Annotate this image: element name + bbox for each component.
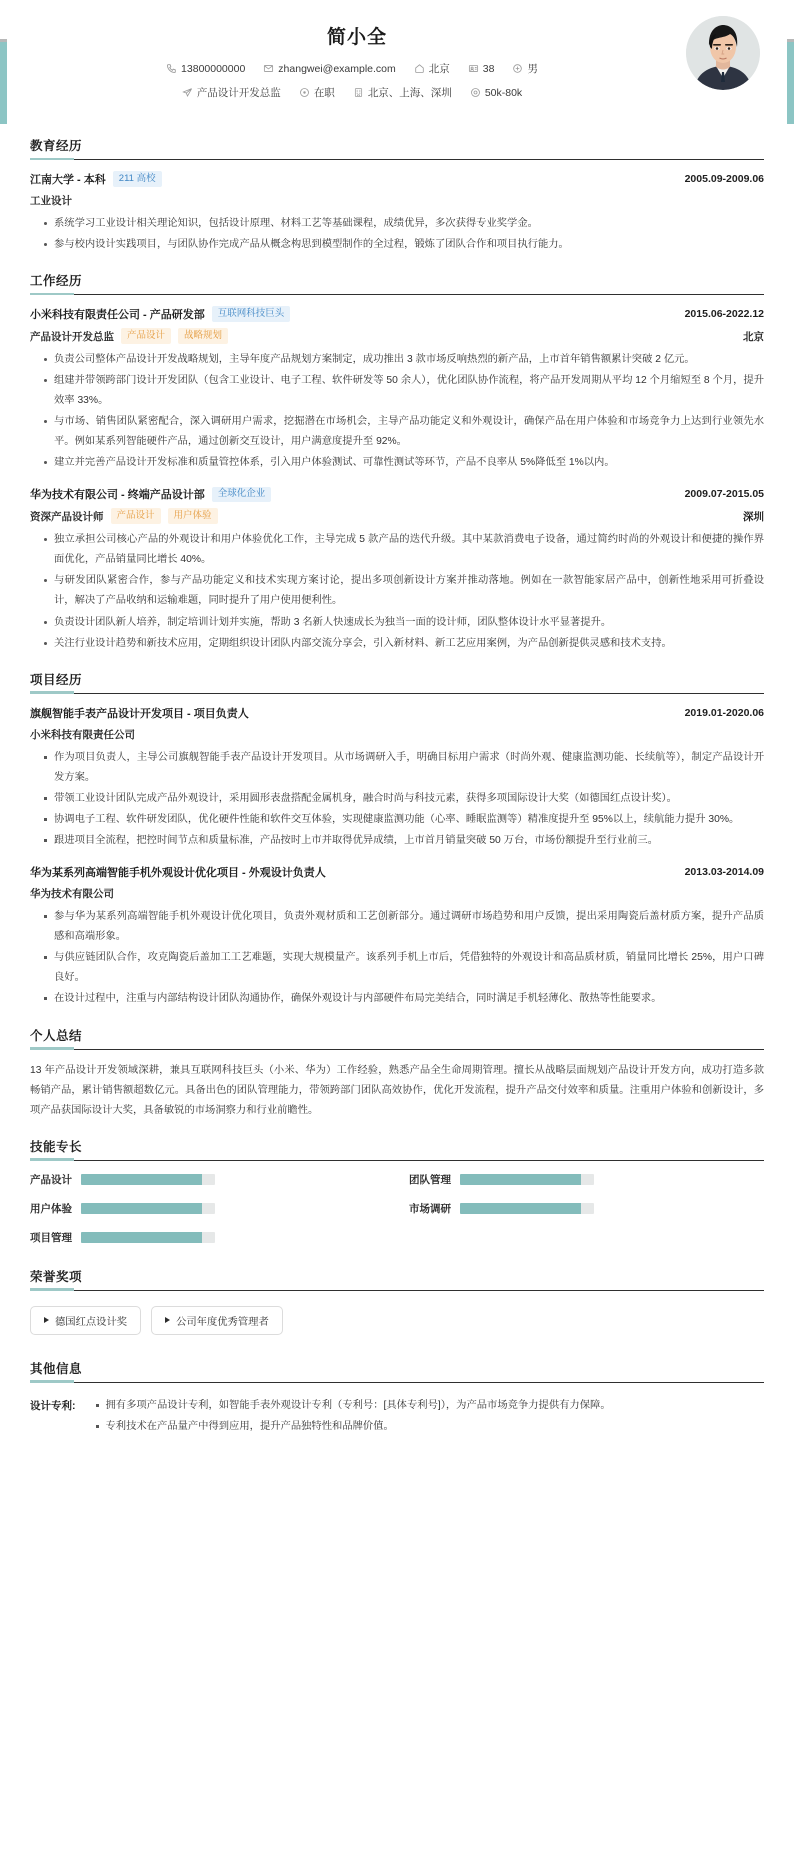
skill-progress-fill [460, 1174, 581, 1185]
entry-title-group [30, 864, 326, 880]
contact-item-building [353, 85, 452, 100]
contact-item-salary [470, 87, 522, 99]
entry-title: 小米科技有限责任公司 - 产品研发部 [30, 309, 205, 322]
entry-title-group [30, 486, 271, 502]
bullet-list [30, 748, 764, 851]
other-info-list [30, 1394, 764, 1438]
contact-text: 男 [527, 63, 538, 75]
work-entry-list [30, 306, 764, 654]
bullet-item: 带领工业设计团队完成产品外观设计，采用圆形表盘搭配金属机身，融合时尚与科技元素，获得多项国际设计大奖（如德国红点设计奖）。 [44, 789, 764, 809]
section-personal-summary [30, 1026, 764, 1121]
bullet-item: 跟进项目全流程，把控时间节点和质量标准，产品按时上市并取得优异成绩，上市首月销量突破 50 万台，市场份额提升至行业前三。 [44, 831, 764, 851]
entry-title-group [30, 705, 249, 721]
skill-row [30, 1172, 385, 1187]
section-header-summary [30, 1026, 764, 1050]
play-triangle-icon [44, 1317, 49, 1323]
skill-row [409, 1201, 764, 1216]
skill-row [30, 1230, 385, 1245]
section-header-education [30, 136, 764, 160]
section-other-info [30, 1359, 764, 1438]
experience-entry [30, 864, 764, 1009]
building-icon [353, 87, 364, 98]
bullet-item: 专利技术在产品量产中得到应用，提升产品独特性和品牌价值。 [96, 1417, 765, 1437]
entry-date: 2005.09-2009.06 [684, 173, 764, 185]
honor-label: 公司年度优秀管理者 [176, 1316, 269, 1328]
bullet-item: 负责设计团队新人培养，制定培训计划并实施，帮助 3 名新人快速成长为独当一面的设计师，团队整体设计水平显著提升。 [44, 613, 764, 633]
contact-text: 50k-80k [484, 86, 523, 99]
section-work-experience [30, 271, 764, 654]
skill-progress-track [81, 1174, 215, 1185]
bullet-list [30, 530, 764, 653]
entry-title-row [30, 486, 764, 502]
entry-title-row [30, 864, 764, 880]
skill-tag: 产品设计 [111, 508, 161, 524]
contact-item-mail [263, 63, 395, 75]
contact-text: 北京 [428, 63, 450, 75]
entry-location: 深圳 [743, 510, 764, 523]
skill-row [409, 1172, 764, 1187]
contact-text: zhangwei@example.com [278, 62, 396, 75]
contact-row-primary [30, 61, 764, 76]
entry-role-row [30, 508, 764, 524]
summary-text: 13 年产品设计开发领域深耕，兼具互联网科技巨头（小米、华为）工作经验，熟悉产品全生命周期管理。擅长从战略层面规划产品设计开发方向，成功打造多款畅销产品，累计销售额超数亿元。具备出色的团队管理能力，带领跨部门团队高效协作，优化开发流程，提升产品交付效率和质量。注重用户体验和创新设计，多项产品获国际设计大奖，具备敏锐的市场洞察力和行业前瞻性。 [30, 1064, 764, 1116]
section-header-honors [30, 1267, 764, 1291]
entry-role: 资深产品设计师 [30, 510, 104, 523]
page-title: 简小全 [326, 27, 387, 48]
play-triangle-icon [165, 1317, 170, 1323]
skill-row [30, 1201, 385, 1216]
education-entry-list [30, 171, 764, 255]
bullet-item: 建立并完善产品设计开发标准和质量管控体系，引入用户体验测试、可靠性测试等环节，产品不良率从 5%降低至 1%以内。 [44, 453, 764, 473]
id-card-icon [468, 63, 479, 74]
other-info-group [30, 1394, 764, 1438]
experience-entry [30, 705, 764, 851]
skill-progress-track [460, 1174, 594, 1185]
skill-progress-track [81, 1203, 215, 1214]
entry-title-row [30, 306, 764, 322]
section-education [30, 136, 764, 255]
project-entry-list [30, 705, 764, 1010]
other-info-body [82, 1396, 765, 1438]
contact-item-phone [166, 63, 245, 75]
company-tag: 全球化企业 [212, 487, 272, 503]
section-title: 项目经历 [30, 672, 83, 687]
entry-title-row [30, 705, 764, 721]
entry-title-row [30, 171, 764, 187]
phone-icon [166, 63, 177, 74]
skill-tag: 用户体验 [168, 508, 218, 524]
skill-label: 市场调研 [409, 1202, 451, 1215]
bullet-item: 与市场、销售团队紧密配合，深入调研用户需求，挖掘潜在市场机会，主导产品功能定义和外观设计，确保产品在用户体验和市场竞争力上达到行业领先水平。例如某系列智能硬件产品，通过创新交互设计，用户满意度提升至 92%。 [44, 412, 764, 452]
contact-text: 北京、上海、深圳 [367, 87, 452, 99]
bullet-item: 与研发团队紧密合作，参与产品功能定义和技术实现方案讨论，提出多项创新设计方案并推动落地。例如在一款智能家居产品中，创新性地采用可折叠设计，解决了产品收纳和运输难题，同时提升了用户使用便利性。 [44, 571, 764, 611]
skill-label: 用户体验 [30, 1202, 72, 1215]
entry-date: 2013.03-2014.09 [684, 866, 764, 879]
section-title: 荣誉奖项 [30, 1269, 83, 1284]
entry-title: 华为技术有限公司 - 终端产品设计部 [30, 489, 205, 502]
resume-header [30, 12, 764, 120]
entry-date: 2015.06-2022.12 [684, 308, 764, 321]
skills-grid [30, 1172, 764, 1251]
bullet-item: 负责公司整体产品设计开发战略规划，主导年度产品规划方案制定，成功推出 3 款市场反响热烈的新产品，上市首年销售额累计突破 2 亿元。 [44, 350, 764, 370]
entry-role-row [30, 328, 764, 344]
bullet-item: 关注行业设计趋势和新技术应用，定期组织设计团队内部交流分享会，引入新材料、新工艺应用案例，为产品创新提供灵感和技术支持。 [44, 634, 764, 654]
bullet-item: 组建并带领跨部门设计开发团队（包含工业设计、电子工程、软件研发等 50 余人），优化团队协作流程，将产品开发周期从平均 12 个月缩短至 8 个月，提升效率 33%。 [44, 371, 764, 411]
paper-plane-icon [182, 87, 193, 98]
honors-list [30, 1302, 764, 1343]
skill-tag: 战略规划 [178, 328, 228, 344]
contact-item-gender [512, 61, 538, 76]
experience-entry [30, 306, 764, 473]
bullet-item: 协调电子工程、软件研发团队，优化硬件性能和软件交互体验，实现健康监测功能（心率、睡眠监测等）精准度提升至 95%以上，续航能力提升 30%。 [44, 810, 764, 830]
company-tag: 211 高校 [113, 171, 162, 187]
skill-tag: 产品设计 [121, 328, 171, 344]
bullet-item: 参与华为某系列高端智能手机外观设计优化项目，负责外观材质和工艺创新部分。通过调研市场趋势和用户反馈，提出采用陶瓷后盖材质方案，提升产品质感和高端形象。 [44, 907, 764, 947]
entry-title: 江南大学 - 本科 [30, 174, 106, 186]
honor-chip[interactable] [30, 1306, 141, 1335]
bullet-list [30, 907, 764, 1009]
entry-title: 旗舰智能手表产品设计开发项目 - 项目负责人 [30, 707, 249, 720]
entry-title-group [30, 306, 290, 322]
contact-text: 产品设计开发总监 [196, 87, 281, 99]
bullet-list [30, 214, 764, 255]
section-header-projects [30, 670, 764, 694]
entry-title-group [30, 171, 162, 187]
company-tag: 互联网科技巨头 [212, 306, 291, 322]
entry-role: 产品设计开发总监 [30, 330, 114, 343]
experience-entry [30, 171, 764, 255]
honor-label: 德国红点设计奖 [55, 1316, 128, 1328]
entry-role-group [30, 328, 228, 344]
left-accent-bar [0, 42, 7, 124]
experience-entry [30, 486, 764, 653]
skill-progress-fill [81, 1174, 202, 1185]
avatar [686, 16, 760, 90]
bullet-item: 系统学习工业设计相关理论知识，包括设计原理、材料工艺等基础课程，成绩优异，多次获得专业奖学金。 [44, 214, 764, 234]
other-info-label: 设计专利: [30, 1399, 76, 1412]
skill-label: 产品设计 [30, 1173, 72, 1186]
skill-progress-track [460, 1203, 594, 1214]
section-header-work [30, 271, 764, 295]
mail-icon [263, 63, 274, 74]
section-projects [30, 670, 764, 1010]
contact-item-paper-plane [182, 85, 281, 100]
gender-icon [512, 63, 523, 74]
section-title: 教育经历 [30, 139, 83, 153]
contact-text: 38 [482, 62, 495, 75]
entry-company: 华为技术有限公司 [30, 888, 114, 901]
skill-progress-fill [81, 1203, 202, 1214]
bullet-item: 与供应链团队合作，攻克陶瓷后盖加工工艺难题，实现大规模量产。该系列手机上市后，凭借独特的外观设计和高品质材质，销量同比增长 25%，用户口碑良好。 [44, 948, 764, 988]
section-title: 技能专长 [30, 1139, 83, 1154]
section-header-other [30, 1359, 764, 1383]
entry-company: 小米科技有限责任公司 [30, 728, 135, 741]
entry-location: 北京 [743, 330, 764, 343]
bullet-item: 参与校内设计实践项目，与团队协作完成产品从概念构思到模型制作的全过程，锻炼了团队合作和项目执行能力。 [44, 235, 764, 255]
honor-chip[interactable] [151, 1306, 283, 1335]
entry-major: 工业设计 [30, 195, 72, 207]
skill-label: 团队管理 [409, 1173, 451, 1186]
bullet-list [82, 1396, 765, 1437]
section-title: 工作经历 [30, 274, 83, 289]
contact-item-status [299, 85, 335, 100]
section-title: 其他信息 [30, 1361, 83, 1376]
skill-progress-fill [81, 1232, 202, 1243]
bullet-item: 作为项目负责人，主导公司旗舰智能手表产品设计开发项目。从市场调研入手，明确目标用户需求（时尚外观、健康监测功能、长续航等），制定产品设计开发方案。 [44, 748, 764, 788]
salary-icon [470, 87, 481, 98]
skill-progress-fill [460, 1203, 581, 1214]
contact-text: 13800000000 [181, 62, 246, 75]
bullet-item: 拥有多项产品设计专利，如智能手表外观设计专利（专利号：[具体专利号]），为产品市场竞争力提供有力保障。 [96, 1396, 765, 1416]
bullet-list [30, 350, 764, 473]
bullet-item: 在设计过程中，注重与内部结构设计团队沟通协作，确保外观设计与内部硬件布局完美结合，同时满足手机轻薄化、散热等性能要求。 [44, 989, 764, 1009]
status-icon [299, 87, 310, 98]
section-title: 个人总结 [30, 1028, 83, 1043]
entry-date: 2009.07-2015.05 [684, 488, 764, 501]
contact-item-id-card [468, 63, 495, 75]
entry-title: 华为某系列高端智能手机外观设计优化项目 - 外观设计负责人 [30, 867, 326, 880]
section-header-skills [30, 1137, 764, 1161]
section-honors [30, 1267, 764, 1343]
contact-item-home [414, 61, 450, 76]
contact-text: 在职 [313, 87, 335, 99]
contact-row-secondary [30, 85, 764, 100]
skill-label: 项目管理 [30, 1231, 72, 1244]
home-icon [414, 63, 425, 74]
right-accent-bar [787, 42, 794, 124]
entry-role-group [30, 508, 218, 524]
entry-date: 2019.01-2020.06 [684, 706, 764, 719]
section-skills [30, 1137, 764, 1251]
skill-progress-track [81, 1232, 215, 1243]
bullet-item: 独立承担公司核心产品的外观设计和用户体验优化工作，主导完成 5 款产品的迭代升级。其中某款消费电子设备，通过简约时尚的外观设计和便捷的操作界面优化，产品销量同比增长 40%。 [44, 530, 764, 570]
